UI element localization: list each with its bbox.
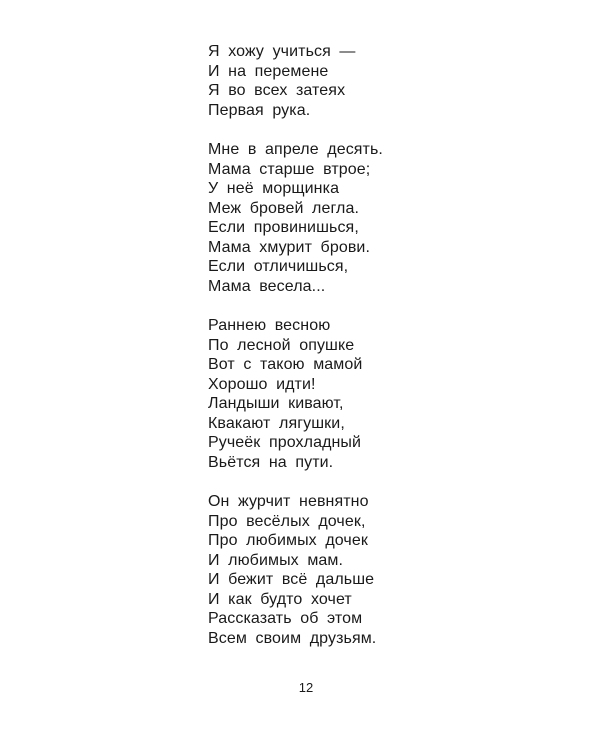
stanza-4 [208, 492, 568, 648]
poem-line: Рассказать об этом [208, 610, 363, 627]
poem-line: И бежит всё дальше [208, 571, 375, 588]
page-number: 12 [298, 680, 314, 695]
poem-line: Всем своим друзьям. [208, 629, 377, 647]
poem [208, 42, 568, 668]
poem-line: Я во всех затеях [208, 82, 346, 99]
poem-line: Ландыши кивают, [208, 395, 344, 412]
poem-line: Мама старше втрое; [208, 160, 371, 178]
poem-line: Мама хмурит брови. [208, 238, 371, 256]
poem-line: И на перемене [208, 62, 329, 80]
poem-line: Мне в апреле десять. [208, 141, 383, 158]
poem-line: По лесной опушке [208, 336, 355, 354]
poem-line: Хорошо идти! [208, 375, 316, 393]
poem-line: Меж бровей легла. [208, 199, 360, 217]
poem-line: Про весёлых дочек, [208, 512, 366, 530]
poem-line: И как будто хочет [208, 590, 352, 608]
poem-line: Раннею весною [208, 317, 331, 334]
poem-line: Вот с такою мамой [208, 356, 363, 373]
poem-line: Квакают лягушки, [208, 414, 345, 432]
poem-line: Если отличишься, [208, 258, 349, 275]
poem-line: Я хожу учиться — [208, 43, 356, 60]
poem-line: Мама весела... [208, 277, 326, 295]
stanza-2 [208, 140, 568, 296]
stanza-3 [208, 316, 568, 472]
poem-line: У неё морщинка [208, 180, 340, 197]
stanza-1 [208, 42, 568, 120]
poem-line: Первая рука. [208, 101, 311, 119]
poem-line: Он журчит невнятно [208, 493, 369, 510]
poem-line: Про любимых дочек [208, 532, 368, 549]
poem-line: Вьётся на пути. [208, 453, 334, 471]
poem-line: И любимых мам. [208, 551, 344, 569]
poem-line: Если провинишься, [208, 219, 359, 236]
poem-line: Ручеёк прохладный [208, 434, 362, 451]
